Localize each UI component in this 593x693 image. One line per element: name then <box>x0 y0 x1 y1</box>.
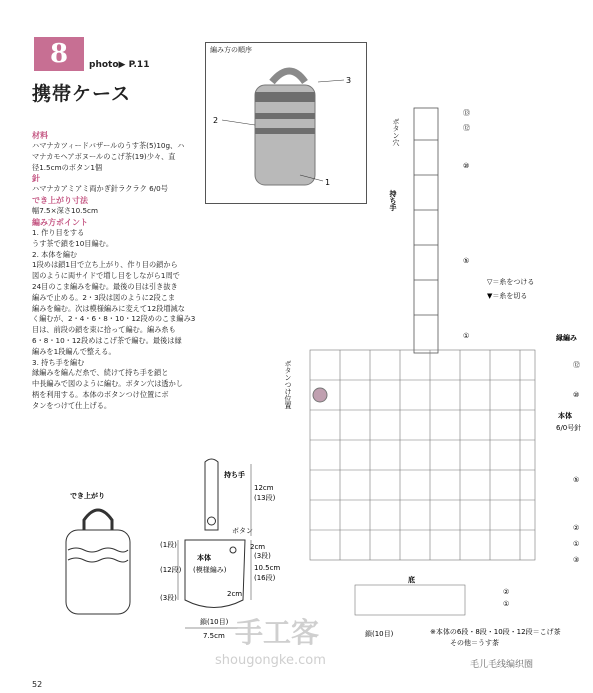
row-label: ① <box>463 332 470 340</box>
points-line: 1. 作り目をする <box>32 227 85 237</box>
row-label: ③ <box>573 556 580 564</box>
materials-line: ハマナカツィードバザールのうす茶(5)10g、ハ <box>32 141 185 150</box>
schematic-base: 鎖(10目) <box>200 618 229 626</box>
chart-needle-label: 6/0号針 <box>556 424 582 432</box>
chart-edging-label: 縁編み <box>556 334 577 342</box>
schematic-dim: (3段) <box>254 552 271 560</box>
points-line: 縁編みを編んだ糸で、続けて持ち手を鎖と <box>32 368 169 378</box>
points-line: 目は、前段の鎖を束に拾って編む。編み糸も <box>32 325 176 335</box>
chart-button-position: ボタンつけ位置 <box>284 360 292 409</box>
schematic-dim: 2cm <box>227 590 243 598</box>
materials-heading: 材料 <box>32 131 48 140</box>
order-pouch-illustration <box>222 71 344 185</box>
order-label: 1 <box>325 178 331 187</box>
row-label: ⑤ <box>463 257 470 265</box>
size-heading: でき上がり寸法 <box>32 196 88 206</box>
legend-attach: ▽＝糸をつける <box>487 278 535 286</box>
points-line: 編みを1段編んで整える。 <box>32 346 116 356</box>
button-position-marker <box>313 388 327 402</box>
schematic-drawing <box>178 459 251 628</box>
schematic-dim: 12cm <box>254 484 274 492</box>
materials-line: 径1.5cmのボタン1個 <box>32 162 103 172</box>
pattern-number-badge: 8 <box>34 37 84 71</box>
schematic-width: 7.5cm <box>203 632 225 640</box>
chart-button-hole: ボタン穴 <box>392 118 400 146</box>
handle-chart <box>414 108 438 353</box>
needle-heading: 針 <box>32 174 40 184</box>
schematic-dim: (3段) <box>160 594 177 602</box>
schematic-button-label: ボタン <box>232 527 253 535</box>
points-line: く編むが、2・4・6・8・10・12段めのこま編み3 <box>32 314 196 324</box>
size-text: 幅7.5×深さ10.5cm <box>32 206 98 216</box>
points-line: 1段めは鎖1目で立ち上がり、作り目の鎖から <box>32 260 178 270</box>
legend-cut: ▼＝糸を切る <box>487 292 528 300</box>
row-label: ⑫ <box>573 361 580 369</box>
points-line: 編みを編む。次は模様編みに変えて12段増減な <box>32 303 185 313</box>
schematic-handle-label: 持ち手 <box>224 471 245 479</box>
knitting-order-title: 編み方の順序 <box>210 46 252 54</box>
row-label: ⑫ <box>463 124 470 132</box>
needle-text: ハマナカアミアミ両かぎ針ラクラク 6/0号 <box>32 184 168 194</box>
points-line: 6・8・10・12段めはこげ茶で編む。最後は縁 <box>32 335 182 345</box>
finished-pouch-illustration <box>66 510 130 614</box>
row-label: ① <box>573 540 580 548</box>
points-line: うす茶で鎖を10目編む。 <box>32 238 114 248</box>
watermark-sub: shougongke.com <box>215 653 326 668</box>
chart-handle-label: 持ち手 <box>389 190 397 211</box>
points-heading: 編み方ポイント <box>32 217 88 227</box>
schematic-dim: (16段) <box>254 574 276 582</box>
points-line: 編みで止める。2・3段は図のように2段こま <box>32 292 176 302</box>
points-line: 図のように両サイドで増し目をしながら1周で <box>32 271 180 281</box>
chart-note: ※本体の6段・8段・10段・12段＝こげ茶 <box>430 628 561 636</box>
chart-body-label: 本体 <box>558 412 572 420</box>
row-label: ② <box>503 588 510 596</box>
finished-label: でき上がり <box>70 492 105 500</box>
schematic-dim: (1段) <box>160 541 177 549</box>
points-line: 24目のこま編みを編む。最後の目は引き抜き <box>32 281 178 291</box>
row-label: ⑤ <box>573 476 580 484</box>
page-number: 52 <box>32 680 43 689</box>
watermark-main: 手工客 <box>235 616 320 649</box>
points-line: 中長編みで図のように編む。ボタン穴は透かし <box>32 379 183 389</box>
materials-line: マナカモヘアボヌールのこげ茶(19)少々、直 <box>32 151 176 161</box>
watermark-account: 毛儿毛线编织圈 <box>470 660 534 670</box>
points-line: 2. 本体を編む <box>32 249 78 259</box>
chart-base-label: 底 <box>408 576 415 584</box>
row-label: ① <box>503 600 510 608</box>
points-line: 3. 持ち手を編む <box>32 357 85 367</box>
points-line: 柄を利用する。本体のボタンつけ位置にボ <box>32 389 169 399</box>
order-label: 3 <box>346 76 352 85</box>
schematic-dim: (12段) <box>160 566 182 574</box>
page-title: 携帯ケース <box>32 83 132 105</box>
row-label: ⑩ <box>463 162 470 170</box>
schematic-dim: 10.5cm <box>254 564 281 572</box>
row-label: ⑬ <box>463 109 470 117</box>
points-line: タンをつけて仕上げる。 <box>32 400 112 410</box>
order-label: 2 <box>213 116 219 125</box>
chart-chain: 鎖(10目) <box>365 630 394 638</box>
schematic-body-label: 本体 <box>197 554 211 562</box>
row-label: ⑩ <box>573 391 580 399</box>
row-label: ② <box>573 524 580 532</box>
chart-note: その他＝うす茶 <box>450 639 499 647</box>
body-chart <box>310 350 535 615</box>
schematic-body-sub: (模様編み) <box>193 566 227 574</box>
schematic-dim: 2cm <box>250 543 266 551</box>
schematic-dim: (13段) <box>254 494 276 502</box>
photo-reference: photo▶ P.11 <box>89 60 150 70</box>
